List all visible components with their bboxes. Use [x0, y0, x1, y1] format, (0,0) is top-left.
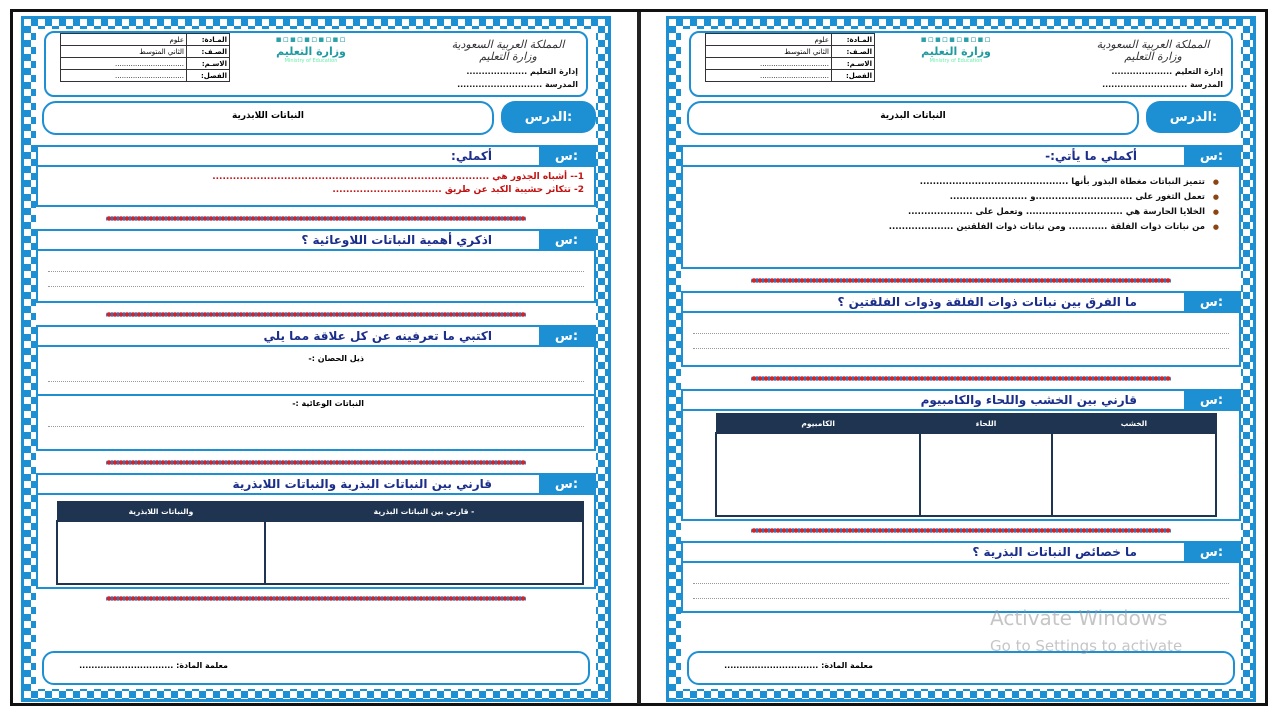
field-label: الصـف: [832, 46, 875, 58]
moe-logo [256, 35, 366, 64]
ministry-calligraphy-2: وزارة التعليم [479, 50, 537, 63]
field-value: ............................... [706, 58, 832, 70]
watermark-line-2: Go to Settings to activate [990, 637, 1183, 655]
question-label: س: [539, 327, 594, 345]
field-value: علوم [706, 34, 832, 46]
chain-divider [106, 459, 526, 467]
question-label: س: [539, 231, 594, 249]
table-header: الخشب [1052, 414, 1216, 434]
info-table [60, 33, 230, 82]
school-line: المدرسة ............................ [457, 80, 578, 89]
question-title: أكملي: [451, 149, 492, 163]
table-header: - قارني بين النباتات البذرية [265, 502, 583, 522]
teacher-signature: معلمة المادة: ............................... [79, 661, 228, 670]
lesson-label: الدرس: [501, 101, 596, 133]
question-title: أكملي ما يأتي:- [1045, 149, 1137, 163]
answer-line[interactable] [48, 412, 584, 427]
field-value: ............................... [706, 70, 832, 82]
ministry-calligraphy-2: وزارة التعليم [1124, 50, 1182, 63]
field-label: المـادة: [187, 34, 230, 46]
moe-logo [901, 35, 1011, 64]
moe-arabic: وزارة التعليم [276, 45, 346, 58]
header-box [44, 31, 588, 97]
chain-divider [106, 311, 526, 319]
table-header: الكامبيوم [716, 414, 920, 434]
table-header: والنباتات اللابذرية [57, 502, 265, 522]
field-label: الفصل: [187, 70, 230, 82]
chain-divider [751, 277, 1171, 285]
page-divider [637, 12, 641, 704]
answer-line[interactable] [693, 319, 1229, 334]
lesson-title: النباتات اللابذرية [42, 101, 494, 135]
table-cell[interactable] [920, 433, 1051, 516]
answer-line[interactable] [48, 257, 584, 272]
question-4-header [681, 541, 1241, 563]
answer-line[interactable] [693, 569, 1229, 584]
question-label: س: [539, 147, 594, 165]
ministry-calligraphy-1: المملكة العربية السعودية [1096, 38, 1210, 51]
watermark-line-1: Activate Windows [990, 606, 1168, 630]
dept-line: إدارة التعليم .................... [466, 67, 578, 76]
answer-line[interactable] [693, 334, 1229, 349]
field-label: الاسـم: [187, 58, 230, 70]
table-header: اللحاء [920, 414, 1051, 434]
compare-table [56, 501, 584, 585]
school-line: المدرسة ............................ [1102, 80, 1223, 89]
bullet-item: ● من نباتات ذوات الفلقة ............ ومن نباتات ذوات الفلقتين .................... [683, 220, 1239, 235]
question-1-body [681, 167, 1241, 269]
question-label: س: [1184, 147, 1239, 165]
answer-line[interactable] [48, 272, 584, 287]
table-cell[interactable] [716, 433, 920, 516]
field-value: الثاني المتوسط [61, 46, 187, 58]
question-1-header [36, 145, 596, 167]
question-label: س: [1184, 391, 1239, 409]
question-3-header [681, 389, 1241, 411]
field-label: الفصل: [832, 70, 875, 82]
fill-line: 2- تتكاثر حشيبة الكبد عن طريق ................................ [332, 185, 584, 195]
lesson-row [36, 101, 596, 133]
worksheet-left [21, 16, 611, 702]
subquestion-label: النباتات الوعائية :- [292, 399, 364, 408]
ministry-logo [438, 39, 578, 89]
subquestion-label: ذيل الحصان :- [308, 354, 364, 363]
chain-divider [751, 527, 1171, 535]
table-cell[interactable] [57, 521, 265, 584]
question-title: ما الفرق بين نباتات ذوات الفلقة وذوات الفلقتين ؟ [837, 295, 1137, 309]
footer-box [42, 651, 590, 685]
chain-divider [106, 215, 526, 223]
question-label: س: [1184, 293, 1239, 311]
bullet-item: ● تعمل الثغور على ..............................و ........................ [683, 190, 1239, 205]
field-value: ............................... [61, 70, 187, 82]
teacher-signature: معلمة المادة: ............................... [724, 661, 873, 670]
answer-line[interactable] [48, 367, 584, 382]
moe-arabic: وزارة التعليم [921, 45, 991, 58]
question-3-header [36, 325, 596, 347]
question-title: ما خصائص النباتات البذرية ؟ [972, 545, 1137, 559]
question-1-body [36, 167, 596, 207]
moe-english: Ministry of Education [929, 58, 983, 64]
question-title: اكتبي ما تعرفينه عن كل علاقة مما يلي [263, 329, 492, 343]
bullet-item: ● تتميز النباتات مغطاة البذور بأنها .............................................. [683, 175, 1239, 190]
moe-dots-icon: ▪▫▪▫▪▫▪▫▪▫ [275, 35, 347, 45]
field-value: علوم [61, 34, 187, 46]
compare-table [715, 413, 1217, 517]
lesson-row [681, 101, 1241, 133]
moe-dots-icon: ▪▫▪▫▪▫▪▫▪▫ [920, 35, 992, 45]
ministry-logo [1083, 39, 1223, 89]
question-title: اذكري أهمية النباتات اللاوعائية ؟ [301, 233, 492, 247]
question-1-header [681, 145, 1241, 167]
table-cell[interactable] [1052, 433, 1216, 516]
info-table [705, 33, 875, 82]
chain-divider [751, 375, 1171, 383]
table-cell[interactable] [265, 521, 583, 584]
worksheet-right [666, 16, 1256, 702]
dept-line: إدارة التعليم .................... [1111, 67, 1223, 76]
question-2-header [36, 229, 596, 251]
lesson-title: النباتات البذرية [687, 101, 1139, 135]
question-title: قارني بين النباتات البذرية والنباتات اللابذرية [232, 477, 492, 491]
question-4-header [36, 473, 596, 495]
field-label: الصـف: [187, 46, 230, 58]
question-title: قارني بين الخشب واللحاء والكامبيوم [920, 393, 1137, 407]
question-label: س: [1184, 543, 1239, 561]
field-label: الاسـم: [832, 58, 875, 70]
field-label: المـادة: [832, 34, 875, 46]
header-box [689, 31, 1233, 97]
question-2-header [681, 291, 1241, 313]
question-3-body [36, 347, 596, 451]
field-value: الثاني المتوسط [706, 46, 832, 58]
question-label: س: [539, 475, 594, 493]
ministry-calligraphy-1: المملكة العربية السعودية [451, 38, 565, 51]
bullet-item: ● الخلايا الحارسة هي .............................. وتعمل على .................... [683, 205, 1239, 220]
question-2-body [681, 313, 1241, 367]
lesson-label: الدرس: [1146, 101, 1241, 133]
activation-watermark [990, 604, 1182, 660]
moe-english: Ministry of Education [284, 58, 338, 64]
answer-line[interactable] [693, 584, 1229, 599]
fill-line: 1-- أشباه الجذور هي ................................................................................. [212, 172, 584, 182]
chain-divider [106, 595, 526, 603]
field-value: ............................... [61, 58, 187, 70]
question-2-body [36, 251, 596, 303]
